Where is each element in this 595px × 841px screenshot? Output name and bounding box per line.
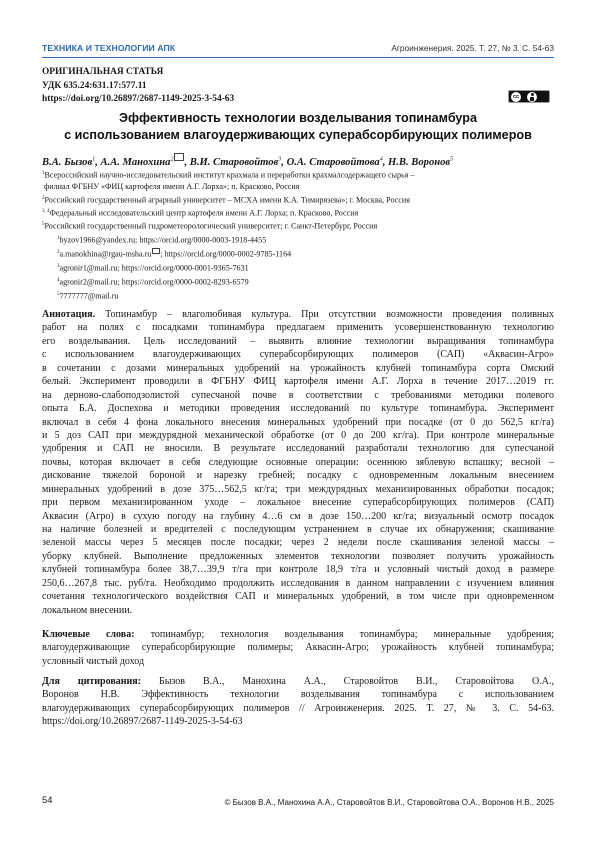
page-number: 54: [42, 794, 53, 805]
citation-doi-link[interactable]: https://doi.org/10.26897/2687-1149-2025-3-54-63: [42, 716, 243, 728]
abstract-line: Аквасин (Агро) в сухую погоду на глубину 4…6 см в дозе 150…200 кг/га; визуальный осмотр посадок: [42, 510, 554, 522]
abstract-line: клубней топинамбура более 38,7…39,9 т/га при контроле 18,9 т/га и условный чистый доход в размере: [42, 564, 554, 576]
journal-reference: Агроинженерия. 2025. Т. 27, № 3. С. 54-63: [391, 43, 554, 53]
keywords-line: условный чистый доход: [42, 655, 145, 667]
citation: Для цитирования: Бызов В.А., Манохина А.А., Старовойтов В.И., Старовойтова О.А., Воронов Н.В. Эффективность технологии возделывания топинамбура с использованием влагоудерживающих суперабсорбирующих полимеров // Агроинженерия. 2025. Т. 27, № 3. С. 54-63. https://doi.org/10.26897/2687-1149-2025-3-54-63: [42, 676, 554, 728]
abstract-line: уборку клубней. Выполнение предложенных элементов технологии позволяет получить урожайность: [42, 550, 554, 562]
citation-line: влагоудерживающих суперабсорбирующих полимеров // Агроинженерия. 2025. Т. 27, № 3. С. 54-63.: [42, 702, 554, 714]
contact-item: $^4$agronir2@mail.ru; https://orcid.org/0000-0002-8293-6579: [57, 277, 249, 287]
citation-label: Для цитирования:: [42, 676, 142, 687]
affiliation-item: $^1$Всероссийский научно-исследовательский институт крахмала и переработки крахмалсодержащего сырья –: [42, 170, 415, 180]
section-title: ТЕХНИКА И ТЕХНОЛОГИИ АПК: [42, 43, 176, 53]
contact-text[interactable]: a.manokhina@rgau-msha.ru: [59, 249, 152, 259]
abstract-line: 250,6…267,8 тыс. руб/га. Необходимо продолжить исследования в данном направлении с изучением влияния: [42, 577, 554, 589]
abstract-line: его возделывания. Цель исследований – выявить влияние технологии выращивания топинамбура: [42, 335, 554, 347]
abstract-line: дискование тяжелой бороной и нарезку гребней; посадку с одновременным локальным внесением: [42, 470, 554, 482]
author-name: А.А. Манохина: [100, 157, 171, 168]
abstract-line: локальном внесении.: [42, 604, 133, 616]
abstract-line: работ на полях с посадками топинамбура предлагаем применить усовершенствованную технологию: [42, 322, 554, 334]
abstract-line: опыта Б.А. Доспехова и методики проведения исследований по культуре топинамбура. Эксперимент: [42, 403, 554, 415]
author-sup: 4: [379, 156, 383, 163]
article-title: [42, 110, 554, 144]
doi-link[interactable]: https://doi.org/10.26897/2687-1149-2025-3-54-63: [42, 94, 235, 104]
author-sup: 3: [278, 156, 282, 163]
abstract-line: белый. Эксперимент проводили в ФГБНУ ФИЦ картофеля имени А.Г. Лорха в течение 2017…2019 гг.: [42, 376, 554, 388]
title-line-1: Эффективность технологии возделывания топинамбура: [119, 111, 477, 125]
envelope-icon: [152, 248, 160, 254]
abstract-line: включал в себя 4 фона локального внесения минеральных удобрений при посадке (от 0 до 562,5 кг/га): [42, 416, 554, 428]
affiliation-item: $^{3, 4}$Федеральный исследовательский центр картофеля имени А.Г. Лорха; п. Красково, Россия: [42, 208, 359, 218]
keywords-line: влагоудерживающие суперабсорбирующие полимеры; Аквасин-Агро; урожайность клубней топинамбура;: [42, 642, 554, 654]
udc-code: УДК 635.24:631.17:577.11: [42, 80, 147, 91]
abstract-label: Аннотация.: [42, 309, 96, 320]
citation-line: Воронов Н.В. Эффективность технологии возделывания топинамбура с использованием: [42, 689, 554, 701]
abstract-line: зеленой массы через 5 месяцев после посадки; через 2 недели после скашивания зеленой массы –: [42, 537, 554, 549]
author-contacts: [57, 233, 291, 303]
envelope-icon: [174, 153, 184, 161]
copyright-notice: © Бызов В.А., Манохина А.А., Старовойтов В.И., Старовойтова О.А., Воронов Н.В., 2025: [224, 798, 554, 807]
contact-item: $^1$byzov1966@yandex.ru; https://orcid.org/0000-0003-1918-4455: [57, 235, 267, 245]
keywords-label: Ключевые слова:: [42, 629, 135, 640]
affiliation-item: $^5$Российский государственный гидрометеорологический университет; г. Санкт-Петербург, Россия: [42, 222, 378, 232]
abstract-line: и 5 доз САП при междурядной механической обработке (от 0 до 200 кг/га). При контроле минеральные: [42, 429, 554, 441]
article-meta: [42, 66, 234, 107]
contact-item: $^5$7777777@mail.ru: [57, 292, 119, 302]
author-sup: 1: [92, 156, 96, 163]
author-name: Н.В. Воронов: [388, 157, 451, 168]
abstract-line: почвы, которая включает в себя следующие основные операции: осеннюю зяблевую вспашку; весной –: [42, 456, 554, 468]
author-list: В.А. Бызов$^1$, А.А. Манохина$^2$ , В.И. Старовойтов$^3$, О.А. Старовойтова$^4$, Н.В. Воронов$^5$: [42, 153, 554, 168]
contact-text[interactable]: 7777777@mail.ru: [59, 292, 119, 302]
contact-text[interactable]: byzov1966@yandex.ru; https://orcid.org/0000-0003-1918-4455: [59, 235, 267, 245]
abstract-line: удобрения и САП не вносили. В результате исследований разработали технологию для супесчаной: [42, 443, 554, 455]
keywords: Ключевые слова: топинамбур; технология возделывания топинамбура; минеральные удобрения; влагоудерживающие суперабсорбирующие полимеры; Аквасин-Агро; урожайность клубней топинамбура; условный чистый доход: [42, 629, 555, 667]
cc-icon: cc: [512, 93, 520, 100]
contact-text[interactable]: agronir2@mail.ru; https://orcid.org/0000-0002-8293-6579: [59, 277, 249, 287]
running-header: [42, 41, 554, 55]
contact-item: $^3$agronir1@mail.ru; https://orcid.org/0000-0001-9365-7631: [57, 263, 249, 273]
abstract-line: при первом механизированном уходе – локальное внесение суперабсорбирующих полимеров (САП): [42, 497, 554, 509]
contact-text[interactable]: agronir1@mail.ru; https://orcid.org/0000-0001-9365-7631: [59, 263, 249, 273]
abstract-line: в сочетании с дозами минеральных удобрений на урожайность клубней топинамбура сорта Омский: [42, 362, 554, 374]
header-divider: [42, 57, 554, 58]
abstract-line: на наличие болезней и вредителей с последующим устранением в случае их обнаружения; скашивание: [42, 524, 554, 535]
affiliation-item-cont: филиал ФГБНУ «ФИЦ картофеля имени А.Г. Лорха»; п. Красково, Россия: [44, 182, 300, 192]
author-name: О.А. Старовойтова: [286, 157, 380, 168]
affiliation-item: $^2$Российский государственный аграрный университет – МСХА имени К.А. Тимирязева»; г. Москва, Россия: [42, 195, 410, 205]
abstract-line: сочетания технологического воздействия САП и минеральных удобрений, в том числе при одновременном: [42, 591, 554, 603]
cc-by-license-badge[interactable]: [508, 90, 550, 103]
contact-item: $^2$a.manokhina@rgau-msha.ru ; https://orcid.org/0000-0002-9785-1164: [57, 249, 292, 259]
abstract-line: минеральных удобрений в дозе 375…562,5 кг/га; три междурядных механизированных обработки посадок;: [42, 483, 554, 495]
author-sup: 5: [450, 156, 454, 163]
abstract: Аннотация. Топинамбур – влаголюбивая культура. При отсутствии возможности проведения поливных работ на полях с посадками топинамбура предлагаем применить усовершенствованную технологию его возделывания. Цель исследований – выявить влияние технологии выращивания топинамбура с использованием влагоудерживающих суперабсорбирующих полимеров (САП) «Аквасин-Агро» в сочетании с дозами минеральных удобрений на урожайность клубней топинамбура сорта Омский белый. Эксперимент проводили в ФГБНУ ФИЦ картофеля имени А.Г. Лорха в течение 2017…2019 гг. на дерново-слабоподзолистой супесчаной почве в соответствии с требованиями методики полевого опыта Б.А. Доспехова и методики проведения исследований по культуре топинамбура. Эксперимент включал в себя 4 фона локального внесения минеральных удобрений при посадке (от 0 до 562,5 кг/га) и 5 доз САП при междурядной механической обработке (от 0 до 200 кг/га). При контроле минеральные удобрения и САП не вносили. В результате исследований разработали технологию для супесчаной почвы, которая включает в себя следующие основные операции: осеннюю зяблевую вспашку; весной – дискование тяжелой бороной и нарезку гребней; посадку с одновременным локальным внесением минеральных удобрений в дозе 375…562,5 кг/га; три междурядных механизированных обработки посадок; при первом механизированном уходе – локальное внесение суперабсорбирующих полимеров (САП) Аквасин (Агро) в сухую погоду на глубину 4…6 см в дозе 150…200 кг/га; визуальный осмотр посадок на наличие болезней и вредителей с последующим устранением в случае их обнаружения; скашивание зеленой массы через 5 месяцев после посадки; через 2 недели после скашивания зеленой массы – уборку клубней. Выполнение предложенных элементов технологии позволяет получить урожайность клубней топинамбура более 38,7…39,9 т/га при контроле 18,9 т/га и условный чистый доход в размере 250,6…267,8 тыс. руб/га. Необходимо продолжить исследования в данном направлении с изучением влияния сочетания технологического воздействия САП и минеральных удобрений, в том числе при одновременном локальном внесении.: [42, 309, 555, 616]
affiliations: [42, 168, 554, 233]
title-line-2: с использованием влагоудерживающих суперабсорбирующих полимеров: [64, 128, 532, 142]
attribution-icon: [527, 92, 537, 102]
author-name: В.А. Бызов: [42, 157, 93, 168]
abstract-line: с использованием влагоудерживающих суперабсорбирующих полимеров (САП) «Аквасин-Агро»: [42, 349, 554, 361]
author-sup: 2: [170, 156, 174, 163]
article-type: ОРИГИНАЛЬНАЯ СТАТЬЯ: [42, 67, 164, 77]
author-name: В.И. Старовойтов: [189, 157, 279, 168]
abstract-line: на дерново-слабоподзолистой супесчаной почве в соответствии с требованиями методики полевого: [42, 389, 554, 401]
